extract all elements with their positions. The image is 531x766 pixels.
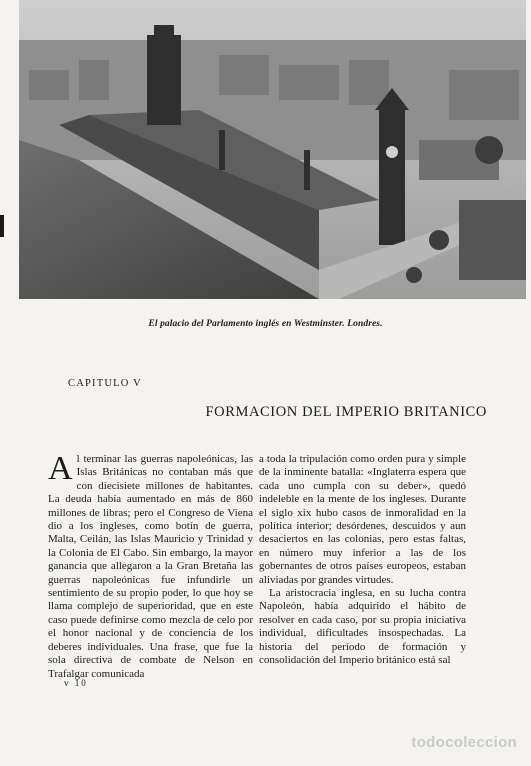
body-column-right: [259, 453, 466, 668]
photo-caption: El palacio del Parlamento inglés en Westminster. Londres.: [148, 319, 383, 329]
page-folio: v 10: [64, 678, 88, 688]
body-column-left: [48, 450, 253, 681]
body-text: l terminar las guerras napoleónicas, las Islas Británicas no contaban más que con diecisiete millones de habitantes. La deuda había aumentado en más de 860 millones de libras; pero el Congreso de Viena dio a los ingleses, como botín de guerra, Malta, Ceilán, las Islas Mauricio y Trinidad y la Colonia de El Cabo. Sin embargo, la mayor ganancia que allegaron a la Gran Bretaña las guerras napoleónicas fue infundirle un sentimiento de su propio poder, lo que hoy se llama complejo de superioridad, que en este caso puede definirse como mezcla de celo por el honor nacional y de conciencia de los deberes individuales. Una frase, que fue la sola directiva de combate de Nelson en Trafalgar comunicada: [48, 453, 253, 680]
body-paragraph: a toda la tripulación como orden pura y simple de la inminente batalla: «Inglaterra espera que cada uno cumpla con su deber», quedó indeleble en la mente de los ingleses. Durante el siglo xix hubo casos de inmoralidad en la política interior; desórdenes, descuidos y aun desaciertos en las colonias, pero estas faltas, en número muy inferior a las de los gobernantes de otros países europeos, estaban aliviadas por grandes virtudes.: [259, 453, 466, 586]
body-paragraph: La aristocracia inglesa, en su lucha contra Napoleón, había adquirido el hábito de resolver en cada caso, por su propia iniciativa individual, dificultades insospechadas. La historia del período de formación y consolidación del Imperio británico está sal: [259, 587, 466, 667]
chapter-title: FORMACION DEL IMPERIO BRITANICO: [205, 404, 487, 420]
parliament-photo: [19, 0, 526, 299]
body-paragraph: [48, 450, 253, 681]
chapter-label: CAPITULO V: [68, 378, 142, 389]
page-edge-mark: [0, 215, 4, 237]
watermark: todocoleccion: [411, 734, 517, 751]
drop-cap: A: [48, 450, 73, 487]
